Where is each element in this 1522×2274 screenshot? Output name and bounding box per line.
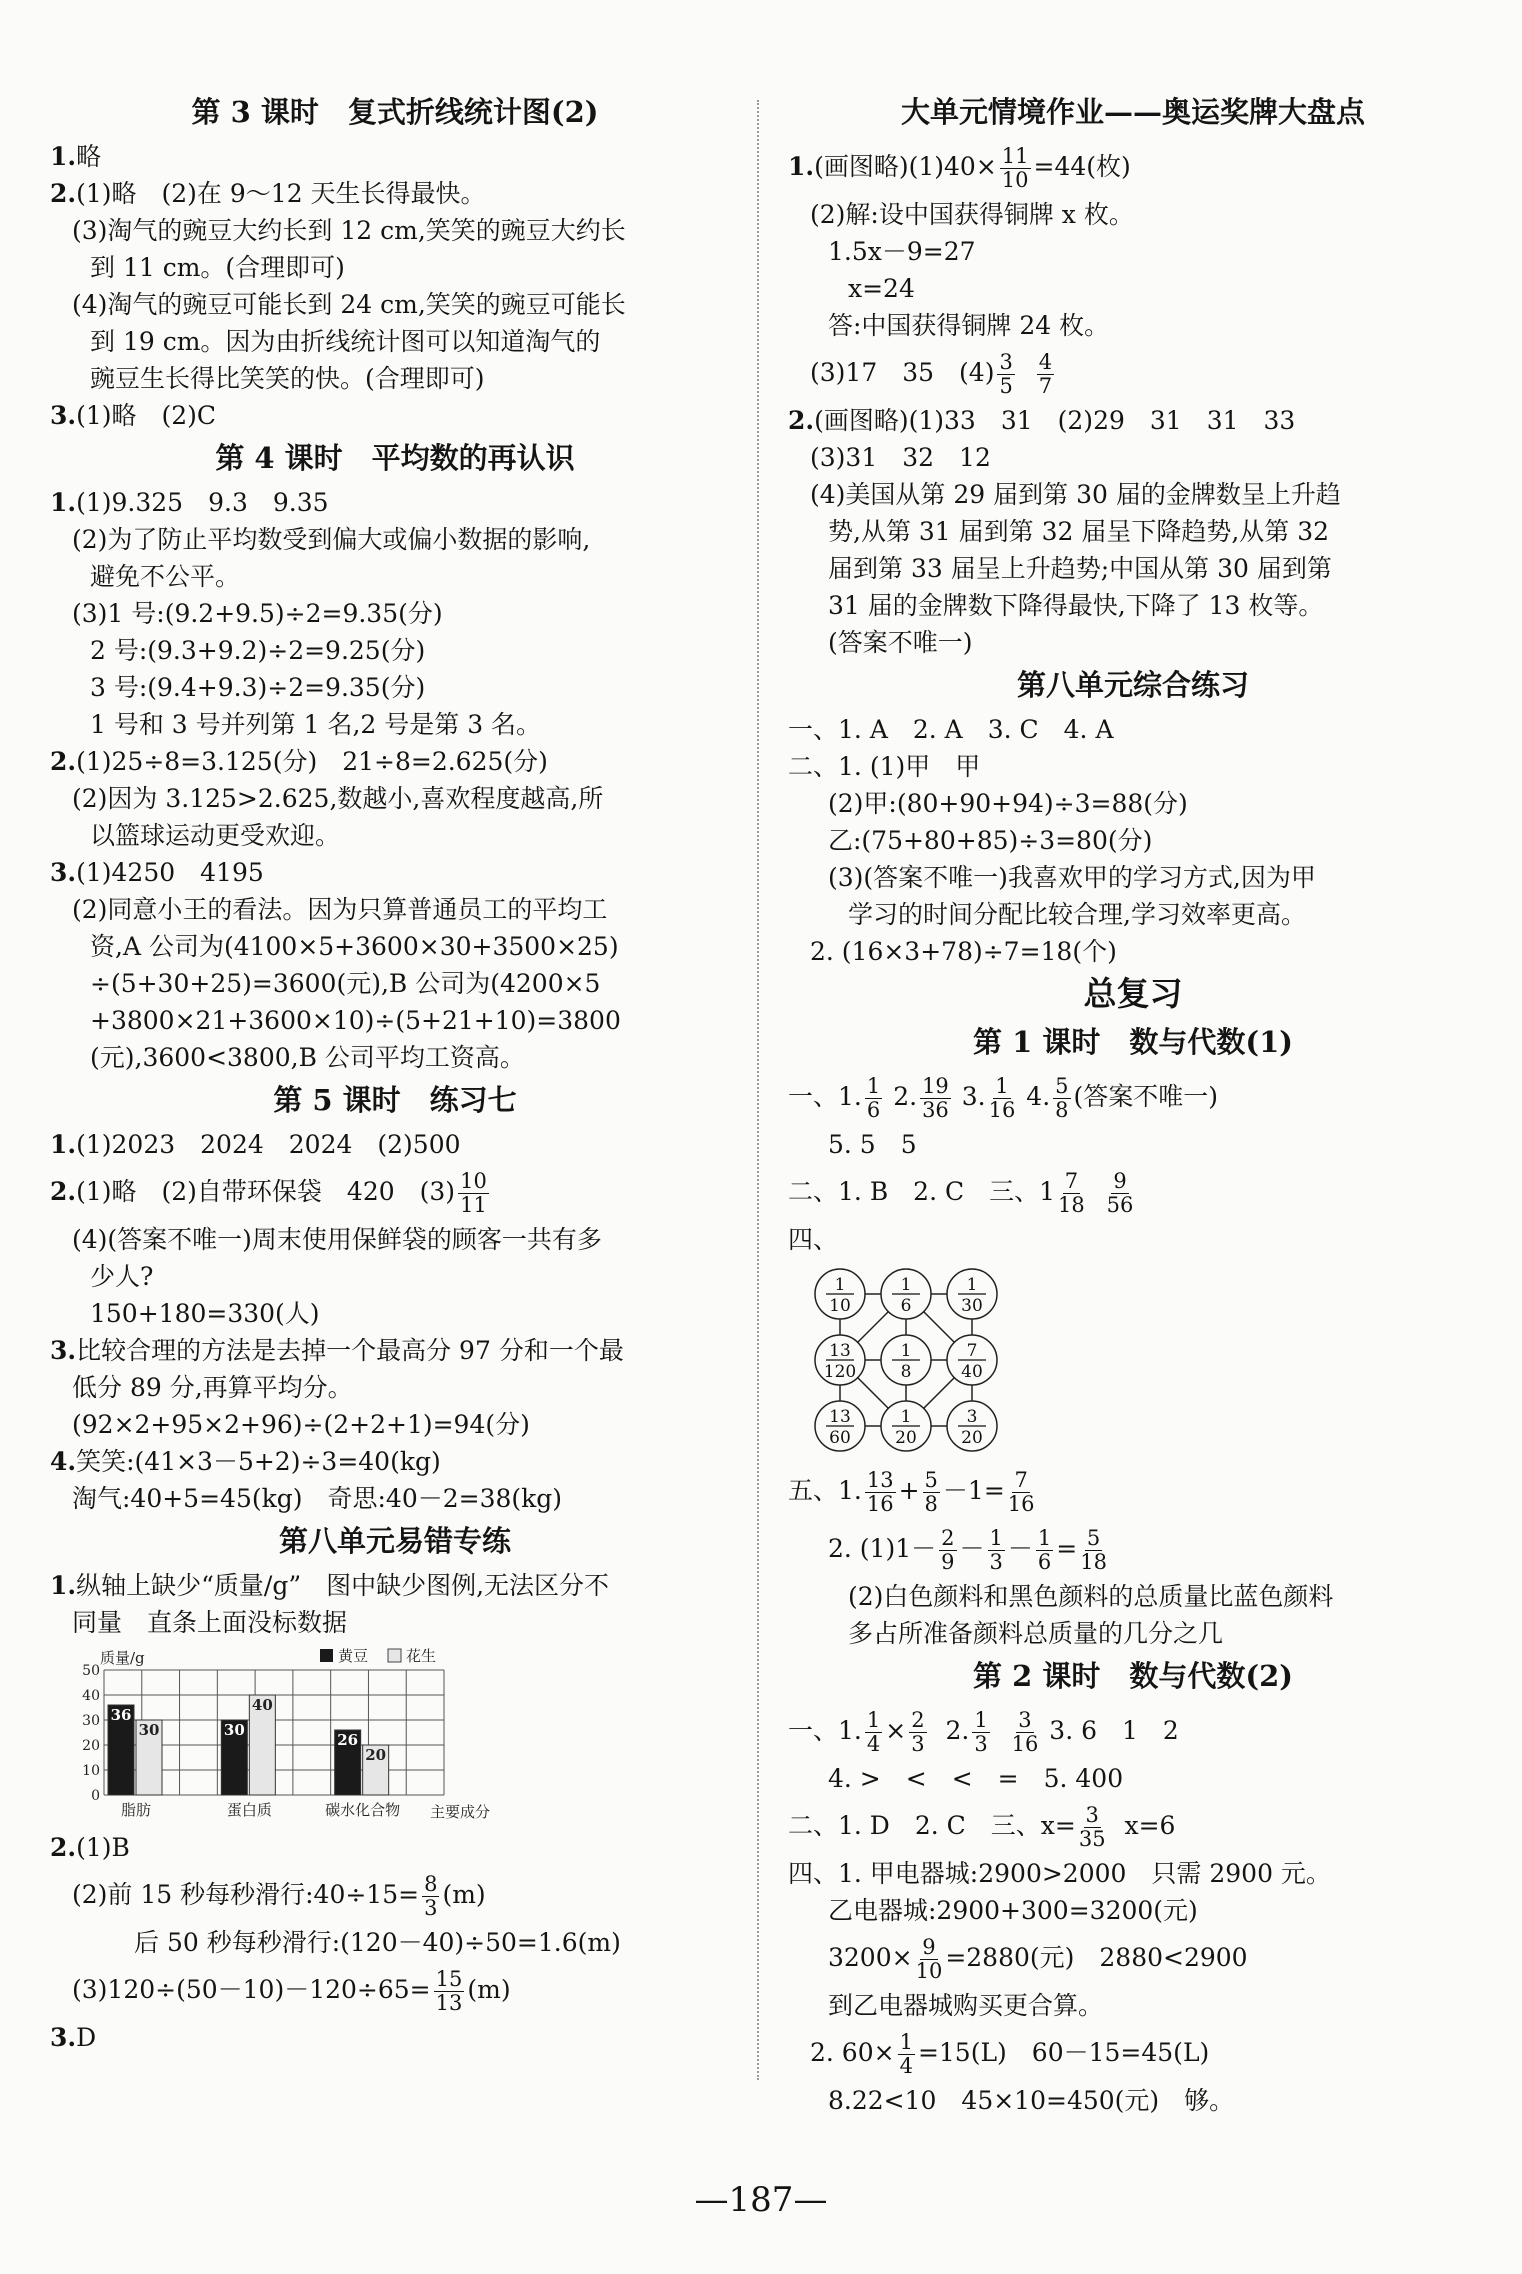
answer-line: (92×2+95×2+96)÷(2+2+1)=94(分) [72, 1410, 530, 1439]
answer-line: 以篮球运动更受欢迎。 [90, 821, 341, 850]
circle-denominator: 20 [961, 1428, 983, 1448]
answer-line: 五、1. $\frac{13}{16}$ + $\frac{5}{8}$ －1= $\frac{7}{16}$ [788, 1468, 1035, 1516]
fraction: $\frac{1}{16}$ [988, 1074, 1016, 1122]
fraction: $\frac{5}{8}$ [924, 1468, 938, 1516]
answer-line: 2.(画图略)(1)33 31 (2)29 31 31 33 [788, 406, 1296, 435]
answer-line: 一、1. $\frac{1}{4}$ × $\frac{2}{3}$ 2. $\frac{1}{3}$ $\frac{3}{16}$ 3. 6 1 2 [788, 1708, 1179, 1756]
fraction: $\frac{2}{3}$ [911, 1708, 925, 1756]
answer-line: (2)为了防止平均数受到偏大或偏小数据的影响, [72, 525, 591, 554]
answer-line: 低分 89 分,再算平均分。 [72, 1373, 353, 1402]
y-tick-label: 50 [82, 1663, 100, 1679]
answer-line: 1.(1)2023 2024 2024 (2)500 [50, 1130, 461, 1159]
answer-line: 3 号:(9.4+9.3)÷2=9.35(分) [90, 673, 426, 702]
answer-line: 资,A 公司为(4100×5+3600×30+3500×25) [90, 932, 619, 961]
chart-xlabel: 主要成分 [430, 1803, 490, 1821]
circle-denominator: 8 [900, 1362, 912, 1382]
answer-line: 一、1. $\frac{1}{6}$ 2. $\frac{19}{36}$ 3. $\frac{1}{16}$ 4. $\frac{5}{8}$ (答案不唯一) [788, 1074, 1219, 1122]
fraction: $\frac{15}{13}$ [435, 1967, 463, 2015]
answer-line: (3)淘气的豌豆大约长到 12 cm,笑笑的豌豆大约长 [72, 216, 626, 245]
circle-denominator: 120 [823, 1362, 857, 1382]
answer-line: 8.22<10 45×10=450(元) 够。 [828, 2086, 1235, 2115]
section-heading: 第 5 课时 练习七 [273, 1083, 517, 1117]
answer-line: (2)甲:(80+90+94)÷3=88(分) [828, 789, 1188, 818]
answer-line: 2 号:(9.3+9.2)÷2=9.25(分) [90, 636, 426, 665]
answer-line: (元),3600<3800,B 公司平均工资高。 [90, 1043, 525, 1072]
fraction: $\frac{11}{10}$ [1001, 144, 1029, 192]
section-heading: 第 3 课时 复式折线统计图(2) [191, 95, 599, 129]
circle-denominator: 20 [895, 1428, 917, 1448]
answer-line: 2. 60× $\frac{1}{4}$ =15(L) 60－15=45(L) [810, 2030, 1210, 2078]
fraction: $\frac{5}{8}$ [1055, 1074, 1069, 1122]
answer-line: 2.(1)略 (2)在 9～12 天生长得最快。 [50, 179, 486, 208]
answer-line: 二、1. (1)甲 甲 [788, 752, 981, 781]
category-label: 脂肪 [120, 1801, 152, 1819]
answer-line: 1 号和 3 号并列第 1 名,2 号是第 3 名。 [90, 710, 542, 739]
fraction: $\frac{1}{6}$ [866, 1074, 881, 1122]
answer-line: (2)因为 3.125>2.625,数越小,喜欢程度越高,所 [72, 784, 604, 813]
category-label: 碳水化合物 [325, 1801, 401, 1819]
answer-line: (3)120÷(50－10)－120÷65= $\frac{15}{13}$ (m) [72, 1967, 511, 2015]
legend-label-soybean: 黄豆 [338, 1647, 369, 1665]
answer-line: (2)白色颜料和黑色颜料的总质量比蓝色颜料 [848, 1582, 1334, 1611]
fraction: $\frac{3}{35}$ [1078, 1803, 1106, 1851]
answer-line: 少人? [90, 1262, 154, 1291]
fraction: $\frac{4}{7}$ [1038, 350, 1053, 398]
y-tick-label: 30 [82, 1713, 100, 1729]
answer-line: 3.D [50, 2023, 97, 2052]
circle-denominator: 40 [961, 1362, 983, 1382]
bar-value-label: 30 [223, 1721, 245, 1739]
answer-line: 到乙电器城购买更合算。 [828, 1991, 1104, 2020]
fraction-circle-diagram [788, 1262, 1008, 1462]
fraction: $\frac{1}{4}$ [866, 1708, 881, 1756]
circle-numerator: 13 [829, 1407, 851, 1427]
fraction: $\frac{1}{3}$ [989, 1526, 1003, 1574]
right-column [788, 88, 1478, 2119]
fraction: $\frac{1}{4}$ [899, 2030, 913, 2078]
answer-line: 4. > < < = 5. 400 [828, 1764, 1124, 1793]
answer-line: 2.(1)25÷8=3.125(分) 21÷8=2.625(分) [50, 747, 548, 776]
section-heading: 第八单元易错专练 [278, 1524, 511, 1558]
answer-line: x=24 [848, 274, 915, 303]
answer-line: 3.(1)略 (2)C [50, 401, 217, 430]
circle-denominator: 10 [829, 1296, 851, 1316]
bar-chart [70, 1645, 490, 1823]
left-column [50, 88, 740, 2056]
answer-line: +3800×21+3600×10)÷(5+21+10)=3800 [90, 1006, 621, 1035]
answer-line: 多占所准备颜料总质量的几分之几 [848, 1619, 1224, 1648]
circle-nodes [815, 1269, 997, 1451]
answer-line: (3)(答案不唯一)我喜欢甲的学习方式,因为甲 [828, 863, 1316, 892]
answer-line: 到 19 cm。因为由折线统计图可以知道淘气的 [90, 327, 601, 356]
answer-line: (4)美国从第 29 届到第 30 届的金牌数呈上升趋 [810, 480, 1341, 509]
answer-line: 豌豆生长得比笑笑的快。(合理即可) [90, 364, 485, 393]
section-heading: 第 4 课时 平均数的再认识 [215, 441, 575, 475]
fraction: $\frac{9}{10}$ [915, 1935, 943, 1983]
answer-line: 1.5x－9=27 [828, 237, 976, 266]
chapter-heading: 总复习 [1083, 974, 1183, 1013]
category-label: 蛋白质 [226, 1801, 272, 1819]
answer-line: 二、1. B 2. C 三、1 $\frac{7}{18}$ $\frac{9}{56}$ [788, 1169, 1134, 1217]
bar-value-label: 30 [138, 1721, 160, 1739]
answer-line: 2.(1)B [50, 1833, 130, 1862]
answer-line: 答:中国获得铜牌 24 枚。 [828, 311, 1110, 340]
circle-numerator: 3 [966, 1407, 978, 1427]
answer-line: 2. (1)1－ $\frac{2}{9}$ － $\frac{1}{3}$ － $\frac{1}{6}$ = $\frac{5}{18}$ [828, 1526, 1107, 1574]
answer-line: 同量 直条上面没标数据 [72, 1608, 348, 1637]
y-tick-label: 0 [91, 1788, 100, 1804]
fraction: $\frac{5}{18}$ [1080, 1526, 1107, 1574]
circle-denominator: 30 [961, 1296, 983, 1316]
answer-line: 四、 [788, 1225, 839, 1254]
circle-numerator: 1 [834, 1275, 846, 1295]
fraction: $\frac{8}{3}$ [424, 1872, 438, 1920]
circle-denominator: 6 [900, 1296, 912, 1316]
fraction: $\frac{2}{9}$ [941, 1526, 955, 1574]
fraction: $\frac{1}{3}$ [974, 1708, 988, 1756]
answer-line: 避免不公平。 [90, 562, 241, 591]
fraction: $\frac{9}{56}$ [1106, 1169, 1134, 1217]
fraction: $\frac{1}{6}$ [1037, 1526, 1052, 1574]
answer-line: 乙:(75+80+85)÷3=80(分) [828, 826, 1153, 855]
chart-ylabel: 质量/g [100, 1649, 145, 1667]
answer-line: 乙电器城:2900+300=3200(元) [828, 1896, 1198, 1925]
bar-value-label: 36 [110, 1706, 132, 1724]
answer-line: ÷(5+30+25)=3600(元),B 公司为(4200×5 [90, 969, 601, 998]
answer-line: 1.略 [50, 142, 102, 171]
answer-line: (3)1 号:(9.2+9.5)÷2=9.35(分) [72, 599, 443, 628]
answer-line: 四、1. 甲电器城:2900>2000 只需 2900 元。 [788, 1859, 1331, 1888]
legend-swatch-peanut [388, 1649, 401, 1662]
answer-line: 150+180=330(人) [90, 1299, 320, 1328]
answer-line: (4)淘气的豌豆可能长到 24 cm,笑笑的豌豆可能长 [72, 290, 626, 319]
answer-line: 后 50 秒每秒滑行:(120－40)÷50=1.6(m) [134, 1928, 621, 1957]
fraction: $\frac{19}{36}$ [922, 1074, 949, 1122]
fraction: $\frac{3}{5}$ [999, 350, 1013, 398]
fraction: $\frac{10}{11}$ [460, 1169, 487, 1217]
answer-line: 学习的时间分配比较合理,学习效率更高。 [848, 900, 1306, 929]
answer-line: 3200× $\frac{9}{10}$ =2880(元) 2880<2900 [828, 1935, 1248, 1983]
circle-numerator: 1 [900, 1341, 912, 1361]
section-heading: 第 1 课时 数与代数(1) [973, 1025, 1293, 1059]
answer-line: 1.纵轴上缺少“质量/g” 图中缺少图例,无法区分不 [50, 1571, 610, 1600]
y-tick-label: 20 [82, 1738, 100, 1754]
answer-line: (2)同意小王的看法。因为只算普通员工的平均工 [72, 895, 608, 924]
circle-numerator: 1 [900, 1275, 912, 1295]
answer-line: 1.(画图略)(1)40× $\frac{11}{10}$ =44(枚) [788, 144, 1131, 192]
answer-line: 势,从第 31 届到第 32 届呈下降趋势,从第 32 [828, 517, 1330, 546]
circle-denominator: 60 [829, 1428, 851, 1448]
answer-line: 1.(1)9.325 9.3 9.35 [50, 488, 329, 517]
bar-value-label: 40 [251, 1696, 273, 1714]
answer-line: (2)前 15 秒每秒滑行:40÷15= $\frac{8}{3}$ (m) [72, 1872, 486, 1920]
bar-value-label: 26 [337, 1731, 359, 1749]
answer-line: 2.(1)略 (2)自带环保袋 420 (3) $\frac{10}{11}$ [50, 1169, 487, 1217]
page-number: —187— [694, 2180, 828, 2220]
bar-value-label: 20 [365, 1746, 387, 1764]
answer-line: 淘气:40+5=45(kg) 奇思:40－2=38(kg) [72, 1484, 563, 1513]
answer-line: 届到第 33 届呈上升趋势;中国从第 30 届到第 [828, 554, 1332, 583]
answer-line: 二、1. D 2. C 三、x= $\frac{3}{35}$ x=6 [788, 1803, 1176, 1851]
answer-line: 2. (16×3+78)÷7=18(个) [810, 937, 1117, 966]
legend-swatch-soybean [320, 1649, 333, 1662]
answer-line: (答案不唯一) [828, 628, 973, 657]
answer-line: (3)31 32 12 [810, 443, 991, 472]
y-tick-label: 10 [82, 1763, 100, 1779]
fraction: $\frac{7}{16}$ [1007, 1468, 1035, 1516]
circle-numerator: 7 [966, 1341, 978, 1361]
circle-numerator: 13 [829, 1341, 851, 1361]
answer-line: (4)(答案不唯一)周末使用保鲜袋的顾客一共有多 [72, 1225, 602, 1254]
y-tick-label: 40 [82, 1688, 100, 1704]
answer-line: 3.比较合理的方法是去掉一个最高分 97 分和一个最 [50, 1336, 624, 1365]
legend-label-peanut: 花生 [406, 1647, 437, 1665]
fraction: $\frac{3}{16}$ [1011, 1708, 1039, 1756]
column-divider [757, 100, 759, 2080]
answer-line: 3.(1)4250 4195 [50, 858, 264, 887]
answer-line: 一、1. A 2. A 3. C 4. A [788, 715, 1114, 744]
fraction: $\frac{7}{18}$ [1058, 1169, 1085, 1217]
circle-numerator: 1 [966, 1275, 978, 1295]
answer-line: 4.笑笑:(41×3－5+2)÷3=40(kg) [50, 1447, 441, 1476]
answer-line: 31 届的金牌数下降得最快,下降了 13 枚等。 [828, 591, 1324, 620]
answer-line: (3)17 35 (4) $\frac{3}{5}$ $\frac{4}{7}$ [810, 350, 1053, 398]
fraction: $\frac{13}{16}$ [866, 1468, 894, 1516]
answer-line: (2)解:设中国获得铜牌 x 枚。 [810, 200, 1134, 229]
circle-numerator: 1 [900, 1407, 912, 1427]
section-heading: 第 2 课时 数与代数(2) [973, 1659, 1293, 1693]
answer-line: 5. 5 5 [828, 1130, 917, 1159]
section-heading: 第八单元综合练习 [1016, 668, 1249, 702]
answer-line: 到 11 cm。(合理即可) [90, 253, 345, 282]
section-heading: 大单元情境作业——奥运奖牌大盘点 [900, 95, 1365, 129]
